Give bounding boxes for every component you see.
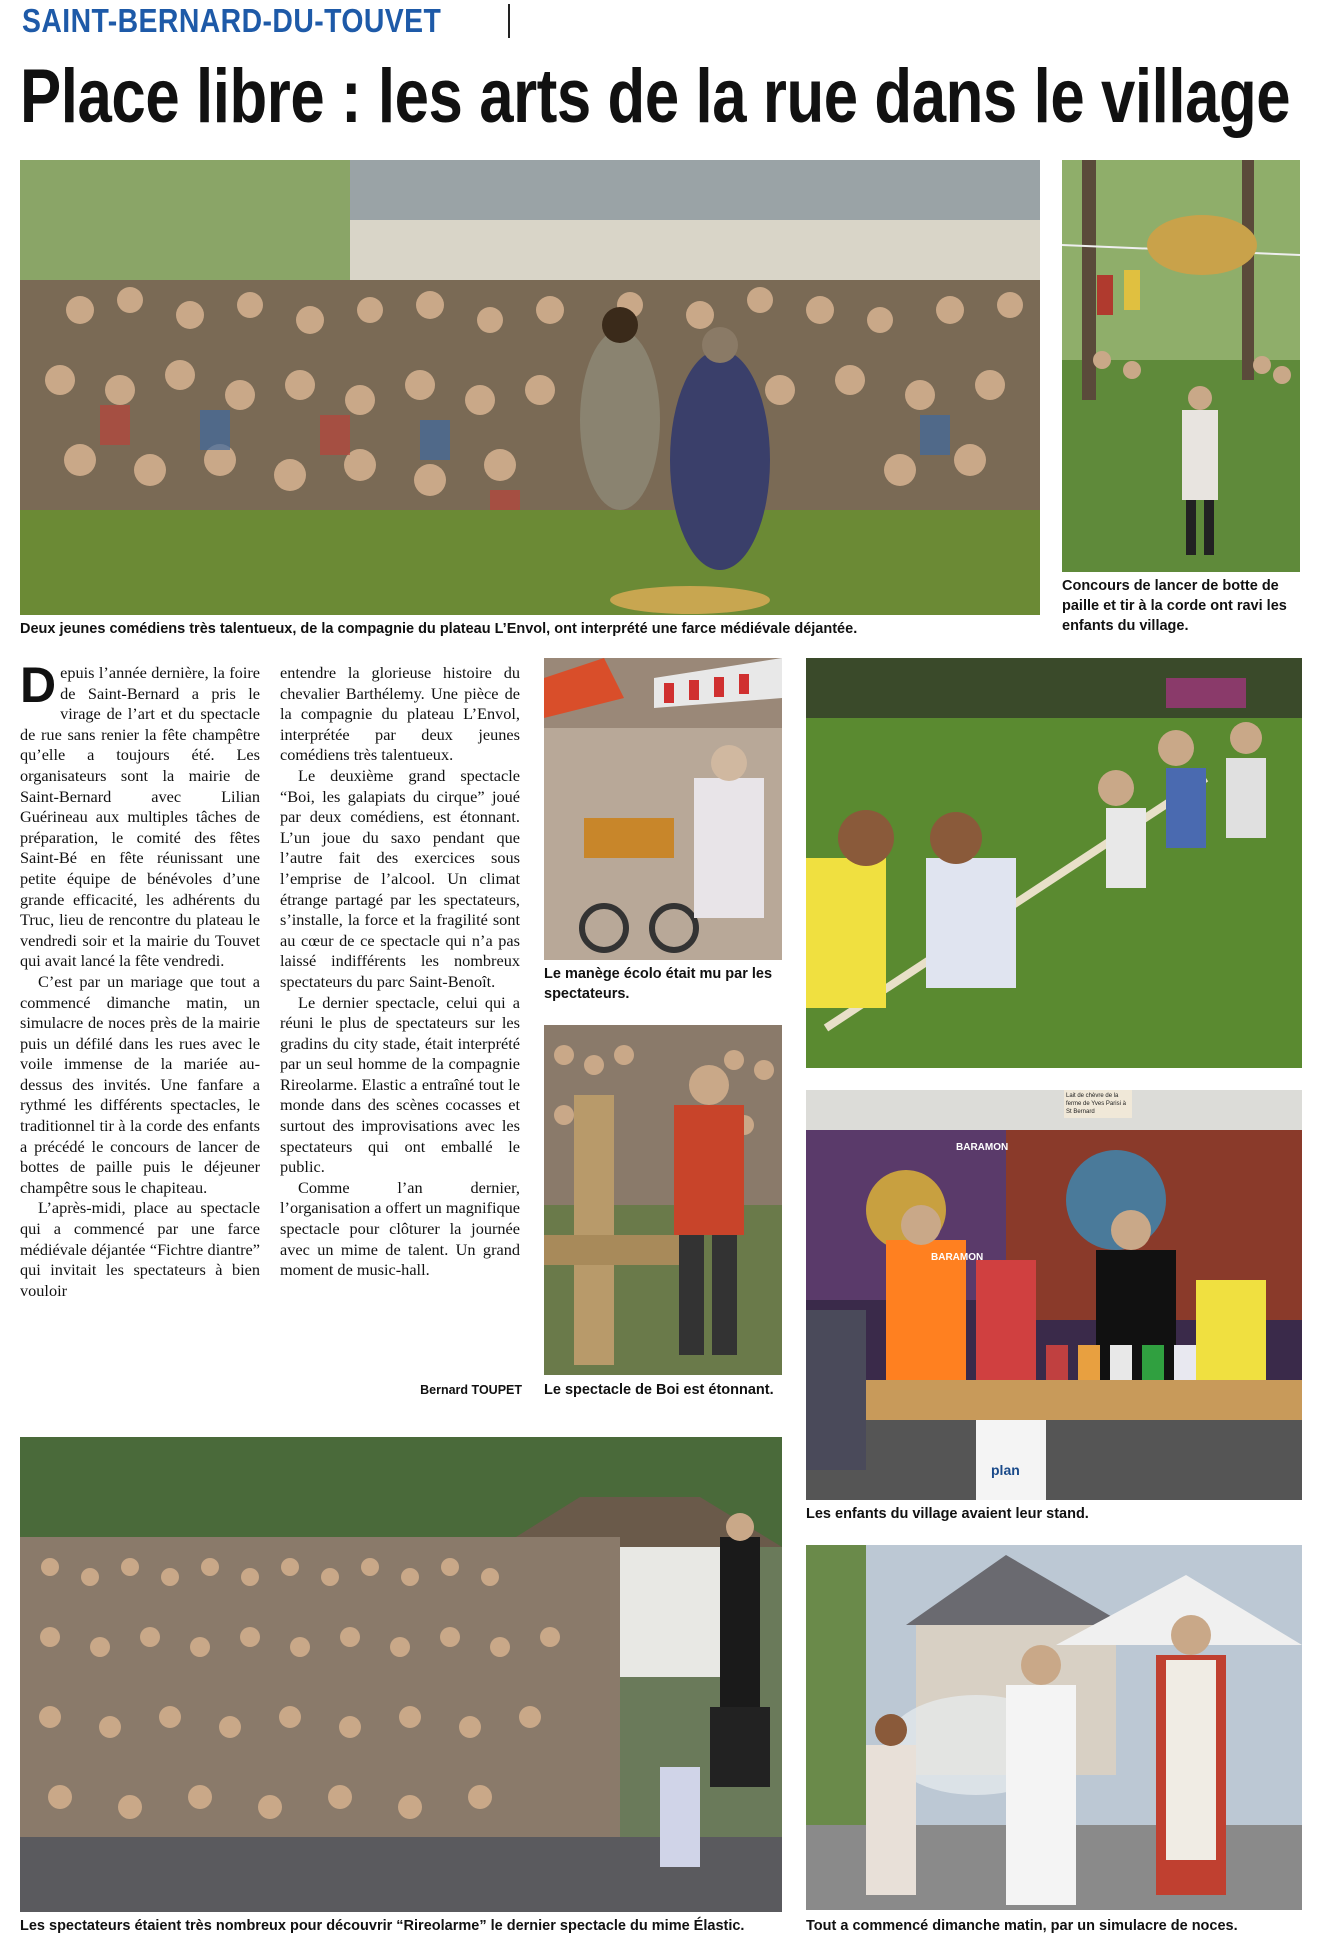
photo-hay-bale — [1062, 160, 1300, 572]
caption-medieval-farce: Deux jeunes comédiens très talentueux, de la compagnie du plateau L’Envol, ont interprété une farce médiévale déjantée. — [20, 621, 858, 637]
rubric-divider — [508, 4, 510, 38]
photo-stand — [806, 1090, 1302, 1500]
paragraph: entendre la glorieuse histoire du chevalier Barthélemy. Une pièce de la compagnie du plateau L’Envol, interprétée par deux jeunes comédiens très talentueux. — [280, 663, 520, 765]
caption-manege: Le manège écolo était mu par les spectateurs. — [544, 966, 773, 1002]
photo-boi — [544, 1025, 782, 1375]
caption-wedding: Tout a commencé dimanche matin, par un simulacre de noces. — [806, 1918, 1238, 1934]
dropcap: D — [20, 657, 57, 713]
caption-crowd: Les spectateurs étaient très nombreux pour découvrir “Rireolarme” le dernier spectacle du mime Élastic. — [20, 1918, 745, 1934]
paragraph: Le dernier spectacle, celui qui a réuni le plus de spectateurs sur les gradins du city stade, était interprété par un seul homme de la compagnie Rireolarme. Elastic a entraîné tout le monde dans des scènes cocasses et surtout des improvisations avec les spectateurs qui ont emballé le public. — [280, 992, 520, 1177]
paragraph: L’après-midi, place au spectacle qui a commencé par une farce médiévale déjantée “Fichtre diantre” qui invitait les spectateurs à bien vouloir — [20, 1198, 260, 1300]
paragraph: C’est par un mariage que tout a commencé dimanche matin, un simulacre de noces près de la mairie puis un défilé dans les rues avec le voile immense de la mariée au-dessus des invités. Une fanfare a rythmé les différents spectacles, le traditionnel tir à la corde des enfants a précédé le concours de lancer de bottes de paille puis le déjeuner champêtre sous le chapiteau. — [20, 971, 260, 1197]
article-column-2 — [280, 663, 520, 1281]
caption-stand: Les enfants du village avaient leur stand. — [806, 1506, 1089, 1522]
caption-boi: Le spectacle de Boi est étonnant. — [544, 1382, 774, 1398]
section-rubric: SAINT-BERNARD-DU-TOUVET — [22, 2, 442, 39]
article-column-1 — [20, 657, 260, 1301]
paragraph: Comme l’an dernier, l’organisation a offert un magnifique spectacle pour clôturer la journée avec un mime de talent. Un grand moment de music-hall. — [280, 1177, 520, 1280]
stand-sign-plan: plan — [991, 1462, 1020, 1478]
photo-medieval-farce — [20, 160, 1040, 615]
caption-hay-bale: Concours de lancer de botte de paille et tir à la corde ont ravi les enfants du village. — [1062, 578, 1287, 634]
photo-wedding — [806, 1545, 1302, 1910]
headline: Place libre : les arts de la rue dans le village — [20, 54, 1291, 139]
byline: Bernard TOUPET — [420, 1383, 522, 1397]
paragraph: Le deuxième grand spectacle “Boi, les galapiats du cirque” joué par deux comédiens, est étonnant. L’un joue du saxo pendant que l’autre fait des exercices sous l’emprise de l’alcool. Un climat étrange partagé par les spectateurs, s’installe, la force et la fragilité sont au cœur de ce spectacle qui n’a pas laissé indifférents les nombreux spectateurs du parc Saint-Benoît. — [280, 765, 520, 991]
paragraph: epuis l’année dernière, la foire de Saint-Bernard a pris le virage de l’art et du spectacle de rue sans renier la fête champêtre qu’elle a toujours été. Les organisateurs sont la mairie de Saint-Bernard avec Lilian Guérineau aux multiples tâches de préparation, le comité des fêtes Saint-Bé en fête réunissant une petite équipe de bénévoles d’une grande efficacité, les adhérents du Truc, lieu de rencontre du plateau le vendredi soir et la mairie du Touvet qui avait lancé la fête vendredi. — [20, 663, 260, 971]
stand-sign-lait: Lait de chèvre de la ferme de Yves Parisi à St Bernard — [1064, 1090, 1132, 1118]
photo-manege — [544, 658, 782, 960]
photo-tug-of-war — [806, 658, 1302, 1068]
stand-sign-baramon-1: BARAMON — [956, 1142, 1009, 1153]
stand-sign-baramon-2: BARAMON — [931, 1252, 984, 1263]
photo-crowd — [20, 1437, 782, 1912]
